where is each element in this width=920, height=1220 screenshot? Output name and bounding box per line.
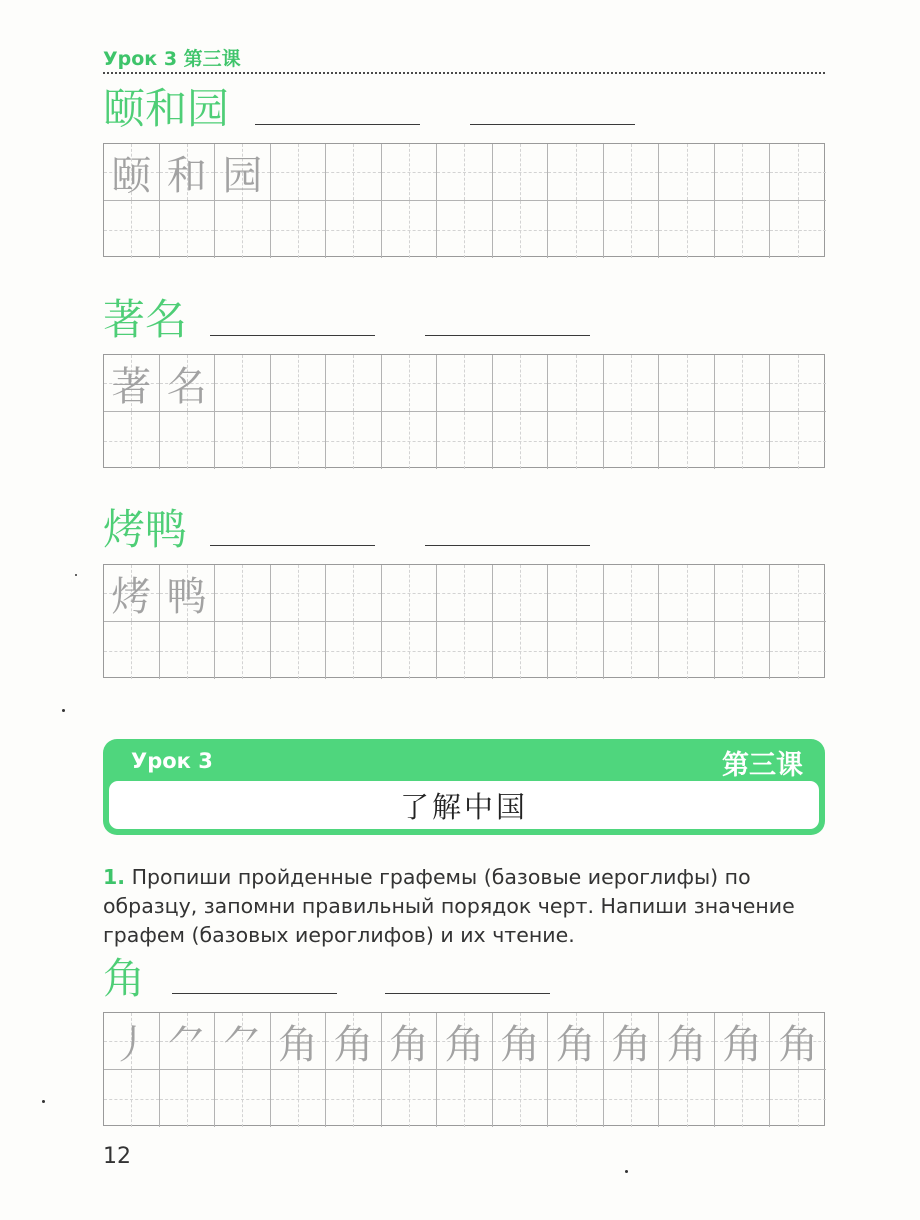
grid-cell[interactable] bbox=[548, 412, 604, 469]
grid-cell[interactable] bbox=[715, 144, 771, 201]
grid-cell[interactable] bbox=[437, 144, 493, 201]
grid-cell[interactable] bbox=[770, 412, 826, 469]
grid-cell[interactable] bbox=[604, 355, 660, 412]
grid-cell[interactable] bbox=[160, 355, 216, 412]
scan-speck bbox=[625, 1170, 628, 1173]
banner-lesson-label: Урок 3 bbox=[131, 749, 213, 773]
grid-cell[interactable] bbox=[382, 201, 438, 258]
grid-cell[interactable] bbox=[215, 412, 271, 469]
grid-cell[interactable] bbox=[770, 1070, 826, 1127]
answer-line-grapheme-reading[interactable] bbox=[385, 993, 550, 994]
word-label-3: 烤鸭 bbox=[103, 505, 188, 554]
grid-cell[interactable] bbox=[437, 412, 493, 469]
writing-grid-2[interactable] bbox=[103, 354, 825, 468]
grid-cell[interactable] bbox=[548, 201, 604, 258]
writing-grid-grapheme[interactable] bbox=[103, 1012, 825, 1126]
grid-cell[interactable] bbox=[715, 355, 771, 412]
grid-cell[interactable] bbox=[604, 144, 660, 201]
grid-cell[interactable] bbox=[770, 355, 826, 412]
grid-cell[interactable] bbox=[271, 1070, 327, 1127]
grid-cell[interactable] bbox=[382, 355, 438, 412]
trace-character: 鸭 bbox=[166, 573, 207, 620]
grid-cell[interactable] bbox=[215, 622, 271, 679]
grid-cell[interactable] bbox=[104, 412, 160, 469]
page-number: 12 bbox=[103, 1144, 131, 1169]
grid-cell[interactable] bbox=[659, 1013, 715, 1070]
grid-cell[interactable] bbox=[160, 1013, 216, 1070]
grid-cell[interactable] bbox=[160, 144, 216, 201]
grid-cell[interactable] bbox=[215, 144, 271, 201]
page-header bbox=[103, 42, 825, 74]
grid-cell[interactable] bbox=[160, 622, 216, 679]
writing-grid-3[interactable] bbox=[103, 564, 825, 678]
grid-cell[interactable] bbox=[271, 412, 327, 469]
header-text: Урок 3 第三课 bbox=[103, 48, 241, 70]
grid-cell[interactable] bbox=[382, 412, 438, 469]
grid-cell[interactable] bbox=[215, 1013, 271, 1070]
grid-cell[interactable] bbox=[659, 201, 715, 258]
grid-cell[interactable] bbox=[326, 565, 382, 622]
grid-cell[interactable] bbox=[437, 565, 493, 622]
grid-cell[interactable] bbox=[215, 1070, 271, 1127]
trace-character: 烤 bbox=[111, 573, 152, 620]
grid-cell[interactable] bbox=[715, 565, 771, 622]
grid-cell[interactable] bbox=[548, 622, 604, 679]
lesson-banner bbox=[103, 739, 825, 835]
trace-character: 名 bbox=[166, 363, 207, 410]
grid-cell[interactable] bbox=[659, 355, 715, 412]
trace-character: 角 bbox=[333, 1021, 374, 1068]
grid-cell[interactable] bbox=[326, 412, 382, 469]
grid-cell[interactable] bbox=[715, 1070, 771, 1127]
grid-cell[interactable] bbox=[604, 565, 660, 622]
grid-cell[interactable] bbox=[215, 355, 271, 412]
trace-character: 园 bbox=[222, 152, 263, 199]
grid-cell[interactable] bbox=[326, 201, 382, 258]
grid-cell[interactable] bbox=[493, 1070, 549, 1127]
grid-cell[interactable] bbox=[604, 412, 660, 469]
grid-cell[interactable] bbox=[715, 622, 771, 679]
banner-title: 了解中国 bbox=[399, 789, 528, 824]
grid-cell[interactable] bbox=[715, 1013, 771, 1070]
trace-character: 角 bbox=[277, 1021, 318, 1068]
grid-cell[interactable] bbox=[493, 412, 549, 469]
grid-cell[interactable] bbox=[104, 355, 160, 412]
grid-cell[interactable] bbox=[160, 1070, 216, 1127]
grid-cell[interactable] bbox=[548, 1070, 604, 1127]
writing-grid-1[interactable] bbox=[103, 143, 825, 257]
trace-character: 角 bbox=[611, 1021, 652, 1068]
grid-cell[interactable] bbox=[271, 355, 327, 412]
grid-cell[interactable] bbox=[215, 201, 271, 258]
banner-title-box bbox=[109, 781, 819, 829]
grid-cell[interactable] bbox=[604, 1013, 660, 1070]
grid-cell[interactable] bbox=[271, 565, 327, 622]
grid-cell[interactable] bbox=[548, 1013, 604, 1070]
grid-cell[interactable] bbox=[437, 355, 493, 412]
grid-cell[interactable] bbox=[493, 144, 549, 201]
trace-character: 著 bbox=[111, 363, 152, 410]
grid-cell[interactable] bbox=[659, 1070, 715, 1127]
grid-cell[interactable] bbox=[271, 622, 327, 679]
word-label-1: 颐和园 bbox=[103, 84, 230, 133]
task-instructions bbox=[103, 863, 833, 950]
grid-cell[interactable] bbox=[548, 565, 604, 622]
trace-character: 和 bbox=[166, 152, 207, 199]
banner-lesson-cn: 第三课 bbox=[722, 750, 803, 781]
grid-cell[interactable] bbox=[770, 622, 826, 679]
grid-cell[interactable] bbox=[104, 565, 160, 622]
trace-character: ⺈ bbox=[166, 1021, 207, 1068]
word-label-2: 著名 bbox=[103, 295, 188, 344]
trace-character: 角 bbox=[500, 1021, 541, 1068]
grid-cell[interactable] bbox=[437, 201, 493, 258]
trace-character: 丿 bbox=[111, 1021, 152, 1068]
grid-cell[interactable] bbox=[104, 1013, 160, 1070]
grid-cell[interactable] bbox=[604, 622, 660, 679]
grid-cell[interactable] bbox=[104, 144, 160, 201]
grid-cell[interactable] bbox=[326, 1013, 382, 1070]
answer-line-meaning-2[interactable] bbox=[210, 335, 375, 336]
scan-speck bbox=[62, 709, 65, 712]
trace-character: 角 bbox=[778, 1021, 819, 1068]
trace-character: 角 bbox=[555, 1021, 596, 1068]
grid-cell[interactable] bbox=[437, 622, 493, 679]
answer-line-reading-2[interactable] bbox=[425, 335, 590, 336]
grid-cell[interactable] bbox=[326, 622, 382, 679]
grid-cell[interactable] bbox=[271, 144, 327, 201]
grid-cell[interactable] bbox=[271, 201, 327, 258]
grid-cell[interactable] bbox=[548, 355, 604, 412]
trace-character: 角 bbox=[722, 1021, 763, 1068]
grid-cell[interactable] bbox=[160, 412, 216, 469]
answer-line-meaning-1[interactable] bbox=[255, 124, 420, 125]
grid-cell[interactable] bbox=[770, 1013, 826, 1070]
trace-character: 角 bbox=[666, 1021, 707, 1068]
grid-cell[interactable] bbox=[382, 1070, 438, 1127]
grid-cell[interactable] bbox=[160, 201, 216, 258]
grid-cell[interactable] bbox=[104, 622, 160, 679]
grid-cell[interactable] bbox=[104, 1070, 160, 1127]
grid-cell[interactable] bbox=[326, 355, 382, 412]
task-number: 1. bbox=[103, 865, 126, 889]
grid-cell[interactable] bbox=[493, 201, 549, 258]
grid-cell[interactable] bbox=[160, 565, 216, 622]
answer-line-reading-1[interactable] bbox=[470, 124, 635, 125]
grid-cell[interactable] bbox=[493, 565, 549, 622]
grid-cell[interactable] bbox=[659, 622, 715, 679]
grid-cell[interactable] bbox=[770, 565, 826, 622]
grid-cell[interactable] bbox=[604, 1070, 660, 1127]
grid-cell[interactable] bbox=[715, 412, 771, 469]
grid-cell[interactable] bbox=[659, 412, 715, 469]
grid-cell[interactable] bbox=[770, 144, 826, 201]
answer-line-grapheme-meaning[interactable] bbox=[172, 993, 337, 994]
grid-cell[interactable] bbox=[493, 622, 549, 679]
answer-line-reading-3[interactable] bbox=[425, 545, 590, 546]
grid-cell[interactable] bbox=[271, 1013, 327, 1070]
grid-cell[interactable] bbox=[715, 201, 771, 258]
grid-cell[interactable] bbox=[659, 144, 715, 201]
trace-character: ⺈ bbox=[222, 1021, 263, 1068]
grid-cell[interactable] bbox=[382, 565, 438, 622]
trace-character: 角 bbox=[388, 1021, 429, 1068]
grid-cell[interactable] bbox=[382, 1013, 438, 1070]
grid-cell[interactable] bbox=[493, 1013, 549, 1070]
grid-cell[interactable] bbox=[326, 1070, 382, 1127]
grid-cell[interactable] bbox=[493, 355, 549, 412]
trace-character: 颐 bbox=[111, 152, 152, 199]
grid-cell[interactable] bbox=[382, 622, 438, 679]
grid-cell[interactable] bbox=[548, 144, 604, 201]
grid-cell[interactable] bbox=[215, 565, 271, 622]
trace-character: 角 bbox=[444, 1021, 485, 1068]
grid-cell[interactable] bbox=[604, 201, 660, 258]
grapheme-label: 角 bbox=[103, 954, 146, 1003]
task-text: Пропиши пройденные графемы (базовые иероглифы) по образцу, запомни правильный порядок черт. Напиши значение графем (базовых иероглифов) и их чтение. bbox=[103, 865, 795, 947]
grid-cell[interactable] bbox=[437, 1013, 493, 1070]
grid-cell[interactable] bbox=[382, 144, 438, 201]
grid-cell[interactable] bbox=[437, 1070, 493, 1127]
grid-cell[interactable] bbox=[770, 201, 826, 258]
grid-cell[interactable] bbox=[326, 144, 382, 201]
scan-speck bbox=[75, 574, 77, 576]
answer-line-meaning-3[interactable] bbox=[210, 545, 375, 546]
grid-cell[interactable] bbox=[659, 565, 715, 622]
grid-cell[interactable] bbox=[104, 201, 160, 258]
scan-speck bbox=[42, 1100, 45, 1103]
